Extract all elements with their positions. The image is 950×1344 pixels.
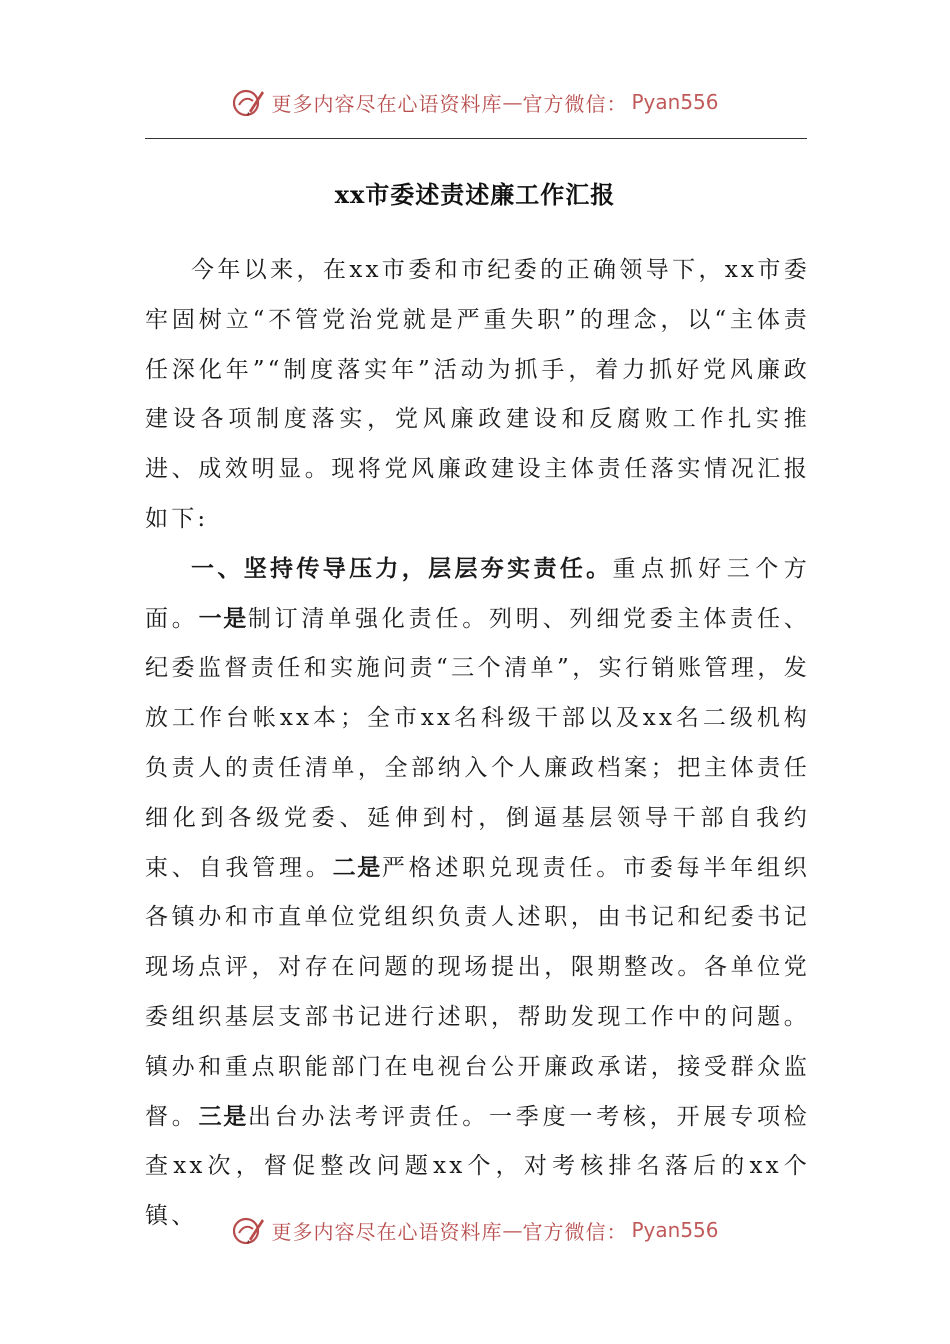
banner-separator: — [502,1218,523,1242]
point-1-text: 制订清单强化责任。列明、列细党委主体责任、纪委监督责任和实施问责“三个清单”，实行销账管理，发放工作台帐xx本；全市xx名科级干部以及xx名二级机构负责人的责任清单，全部纳入个人廉政档案；把主体责任细化到各级党委、延伸到村，倒逼基层领导干部自我约束、自我管理。 [145,605,811,881]
point-2-text: 严格述职兑现责任。市委每半年组织各镇办和市直单位党组织负责人述职，由书记和纪委书记现场点评，对存在问题的现场提出，限期整改。各单位党委组织基层支部书记进行述职，帮助发现工作中的问题。镇办和重点职能部门在电视台公开廉政承诺，接受群众监督。 [145,854,811,1130]
official-label: 官方微信： [522,1219,628,1244]
footer-banner [0,1208,950,1252]
official-label: 官方微信： [522,91,628,116]
section-1-summary: 重点抓好三个方面。 [145,555,811,632]
intro-paragraph: 今年以来，在xx市委和市纪委的正确领导下，xx市委牢固树立“不管党治党就是严重失职”的理念，以“主体责任深化年”“制度落实年”活动为抓手，着力抓好党风廉政建设各项制度落实，党风廉政建设和反腐败工作扎实推进、成效明显。现将党风廉政建设主体责任落实情况汇报如下: [145,257,810,532]
point-3-text: 出台办法考评责任。一季度一考核，开展专项检查xx次，督促整改问题xx个，对考核排名落后的xx个镇、 [145,1103,811,1230]
point-1-label: 一是 [198,605,248,632]
pen-logo-icon [231,85,265,119]
section-1-paragraph [145,545,810,1242]
pen-logo-icon [231,1213,265,1247]
header-divider [145,138,807,139]
wechat-id: Pyan556 [631,1218,719,1242]
point-3-label: 三是 [198,1103,248,1130]
section-1-heading: 一、坚持传导压力，层层夯实责任。 [191,555,613,582]
document-body [145,246,810,1242]
wechat-id: Pyan556 [631,90,719,114]
banner-text: 更多内容尽在心语资料库 [271,1219,503,1244]
banner-text: 更多内容尽在心语资料库 [271,91,503,116]
point-2-label: 二是 [332,854,382,881]
header-banner [0,80,950,124]
banner-separator: — [502,90,523,114]
document-title: xx市委述责述廉工作汇报 [334,180,616,209]
